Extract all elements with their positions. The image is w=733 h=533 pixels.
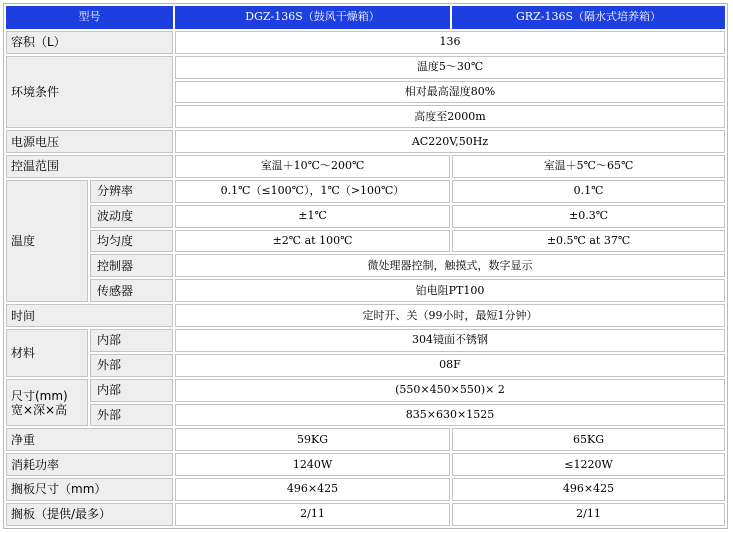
environment-altitude: 高度至2000m xyxy=(175,105,725,128)
size-outer-row xyxy=(6,404,725,427)
environment-label: 环境条件 xyxy=(6,56,173,129)
net-weight-a: 59KG xyxy=(175,428,450,451)
size-inner-value: (550×450×550)× 2 xyxy=(175,379,725,402)
fluctuation-a: ±1℃ xyxy=(175,205,450,228)
sensor-row xyxy=(6,279,725,302)
material-outer-value: 08F xyxy=(175,354,725,377)
power-label: 电源电压 xyxy=(6,130,173,153)
resolution-b: 0.1℃ xyxy=(452,180,725,203)
temperature-label: 温度 xyxy=(6,180,88,302)
uniformity-row xyxy=(6,230,725,253)
shelf-size-row xyxy=(6,478,725,501)
shelf-size-b: 496×425 xyxy=(452,478,725,501)
control-range-a: 室温＋10℃～200℃ xyxy=(175,155,450,178)
size-label-line2: 宽×深×高 xyxy=(11,402,68,417)
shelf-count-b: 2/11 xyxy=(452,503,725,526)
shelf-count-a: 2/11 xyxy=(175,503,450,526)
shelf-count-label: 搁板（提供/最多） xyxy=(6,503,173,526)
sensor-label: 传感器 xyxy=(90,279,173,302)
fluctuation-b: ±0.3℃ xyxy=(452,205,725,228)
environment-row-1 xyxy=(6,56,725,79)
material-inner-value: 304镜面不锈钢 xyxy=(175,329,725,352)
power-consumption-label: 消耗功率 xyxy=(6,453,173,476)
control-range-label: 控温范围 xyxy=(6,155,173,178)
material-inner-label: 内部 xyxy=(90,329,173,352)
uniformity-b: ±0.5℃ at 37℃ xyxy=(452,230,725,253)
capacity-value: 136 xyxy=(175,31,725,54)
material-label: 材料 xyxy=(6,329,88,377)
spec-table xyxy=(3,3,728,529)
time-label: 时间 xyxy=(6,304,173,327)
shelf-size-label: 搁板尺寸（mm） xyxy=(6,478,173,501)
size-inner-row xyxy=(6,379,725,402)
power-consumption-a: 1240W xyxy=(175,453,450,476)
size-label xyxy=(6,379,88,427)
controller-row xyxy=(6,254,725,277)
shelf-size-a: 496×425 xyxy=(175,478,450,501)
fluctuation-row xyxy=(6,205,725,228)
material-outer-row xyxy=(6,354,725,377)
controller-value: 微处理器控制，触摸式，数字显示 xyxy=(175,254,725,277)
power-row xyxy=(6,130,725,153)
capacity-row xyxy=(6,31,725,54)
sensor-value: 铂电阻PT100 xyxy=(175,279,725,302)
size-label-line1: 尺寸(mm) xyxy=(11,388,68,403)
power-consumption-b: ≤1220W xyxy=(452,453,725,476)
uniformity-a: ±2℃ at 100℃ xyxy=(175,230,450,253)
environment-humidity: 相对最高湿度80% xyxy=(175,81,725,104)
control-range-b: 室温＋5℃～65℃ xyxy=(452,155,725,178)
net-weight-row xyxy=(6,428,725,451)
size-outer-value: 835×630×1525 xyxy=(175,404,725,427)
size-inner-label: 内部 xyxy=(90,379,173,402)
time-value: 定时开、关（99小时，最短1分钟） xyxy=(175,304,725,327)
environment-temperature: 温度5～30℃ xyxy=(175,56,725,79)
uniformity-label: 均匀度 xyxy=(90,230,173,253)
model-label: 型号 xyxy=(6,6,173,29)
shelf-count-row xyxy=(6,503,725,526)
resolution-label: 分辨率 xyxy=(90,180,173,203)
net-weight-label: 净重 xyxy=(6,428,173,451)
control-range-row xyxy=(6,155,725,178)
net-weight-b: 65KG xyxy=(452,428,725,451)
size-outer-label: 外部 xyxy=(90,404,173,427)
capacity-label: 容积（L） xyxy=(6,31,173,54)
fluctuation-label: 波动度 xyxy=(90,205,173,228)
header-row xyxy=(6,6,725,29)
material-inner-row xyxy=(6,329,725,352)
controller-label: 控制器 xyxy=(90,254,173,277)
power-consumption-row xyxy=(6,453,725,476)
time-row xyxy=(6,304,725,327)
power-value: AC220V,50Hz xyxy=(175,130,725,153)
model-a: DGZ-136S（鼓风干燥箱） xyxy=(175,6,450,29)
model-b: GRZ-136S（隔水式培养箱） xyxy=(452,6,725,29)
material-outer-label: 外部 xyxy=(90,354,173,377)
resolution-a: 0.1℃（≤100℃），1℃（>100℃） xyxy=(175,180,450,203)
resolution-row xyxy=(6,180,725,203)
